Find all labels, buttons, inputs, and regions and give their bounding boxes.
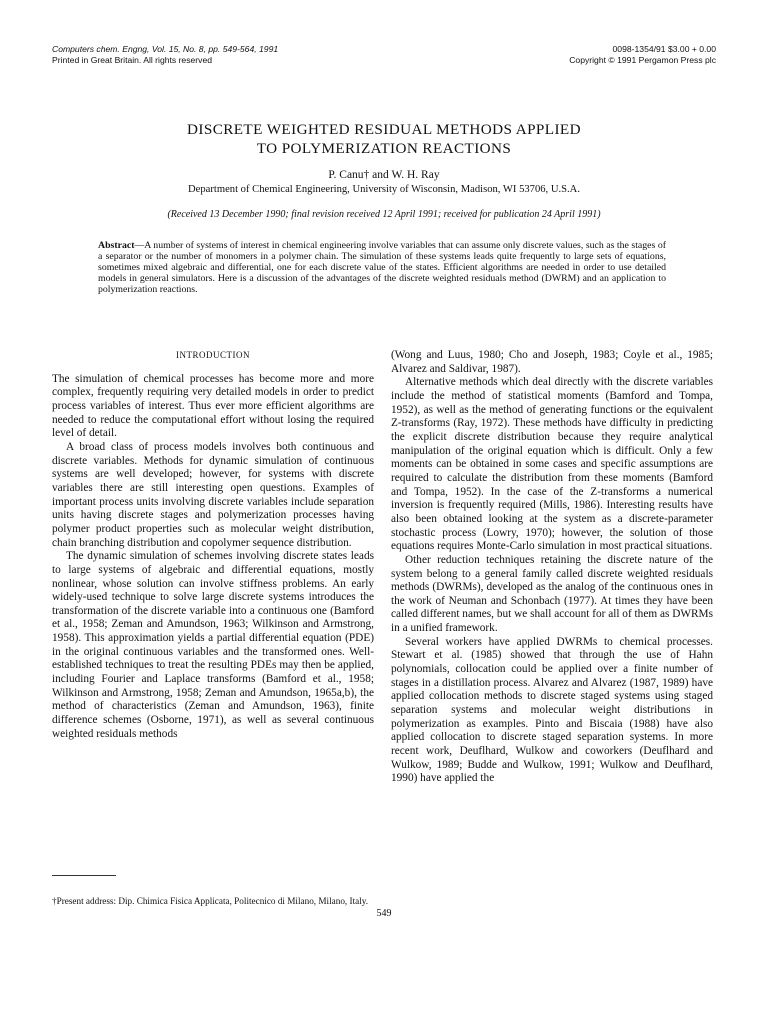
affiliation: Department of Chemical Engineering, University of Wisconsin, Madison, WI 53706, U.S.A. bbox=[188, 184, 580, 195]
paragraph: Other reduction techniques retaining the discrete nature of the system belong to a general family called discrete weighted residuals methods (DWRMs), developed as the analog of the continuous ones in the work of Neuman and Schonbach (1977). At times they have been called different names, but we shall account for all of them as DWRMs in a unified framework. bbox=[391, 553, 713, 635]
section-heading-introduction: INTRODUCTION bbox=[176, 350, 250, 360]
paragraph: Alternative methods which deal directly with the discrete variables include the method of statistical moments (Bamford and Tompa, 1952), as well as the method of generating functions or the equivalent Z-transforms (Ray, 1972). These methods have difficulty in predicting the explicit discrete distribution because they require analytical manipulation of the original equation which is difficult. Only a few moments can be obtained in some cases and specific assumptions are required to calculate the distribution from these moments (Bamford and Tompa, 1952). In the case of the Z-transforms a numerical inversion is frequently required (Mills, 1986). Interesting results have also been obtained looking at the system as a discrete-parameter stochastic process (Lowry, 1970); however, the solution of those equations requires Monte-Carlo simulation in most practical situations. bbox=[391, 376, 713, 553]
abstract bbox=[98, 240, 666, 295]
footnote-text: †Present address: Dip. Chimica Fisica Applicata, Politecnico di Milano, Milano, Italy. bbox=[52, 896, 369, 906]
abstract-text: —A number of systems of interest in chemical engineering involve variables that can assume only discrete values, such as the stages of a separator or the number of monomers in a polymer chain. The simulation of these systems leads quite frequently to large sets of equations, sometimes mixed algebraic and differential, one for each discrete value of the states. Efficient algorithms are needed in order to use detailed models in general simulators. Here is a discussion of the advantages of the discrete weighted residuals method (DWRM) and an application to polymerization reactions. bbox=[98, 240, 666, 295]
paragraph: Several workers have applied DWRMs to chemical processes. Stewart et al. (1985) showed that through the use of Hahn polynomials, collocation could be applied over a finite number of stages in a distillation process. Alvarez and Alvarez (1987, 1989) have applied collocation methods to discrete staged systems using staged separation systems and molecular weight distributions in polymerization as examples. Pinto and Biscaia (1988) have also applied collocation to discrete staged separation systems. In more recent work, Deuflhard, Wulkow and coworkers (Deuflhard and Wulkow, 1989; Budde and Wulkow, 1991; Wulkow and Deuflhard, 1990) have applied the bbox=[391, 635, 713, 785]
issn-price: 0098-1354/91 $3.00 + 0.00 bbox=[612, 44, 716, 54]
journal-citation bbox=[52, 44, 278, 66]
page-number: 549 bbox=[376, 908, 392, 919]
right-column bbox=[391, 349, 713, 786]
footnote-rule bbox=[52, 875, 116, 876]
abstract-label: Abstract bbox=[98, 240, 135, 251]
paragraph: The simulation of chemical processes has become more and more complex, frequently requiring very detailed models in order to predict process variables of interest. Thus ever more efficient algorithms are needed to reduce the computational effort without losing the required level of detail. bbox=[52, 372, 374, 440]
footnote bbox=[52, 875, 374, 908]
paragraph: The dynamic simulation of schemes involving discrete states leads to large systems of algebraic and differential equations, mostly nonlinear, whose solution can involve stiffness problems. An early widely-used technique to solve large discrete systems introduces the transformation of the discrete variable into a continuous one (Bamford et al., 1958; Zeman and Amundson, 1963; Wilkinson and Armstrong, 1958). This approximation yields a partial differential equation (PDE) in the original continuous variables and the transformed ones. Well-established techniques to treat the resulting PDEs may then be applied, including Fourier and Laplace transforms (Bamford et al., 1958; Wilkinson and Armstrong, 1958; Zeman and Amundson, 1965a,b), the method of characteristics (Zeman and Amundson, 1963), finite difference schemes (Osborne, 1971), as well as several continuous weighted residuals methods bbox=[52, 550, 374, 740]
paragraph: A broad class of process models involves both continuous and discrete variables. Methods for dynamic simulation of continuous systems are well developed; however, for systems with discrete variables there are still interesting open questions. Examples of important process units involving discrete variables include separation units having discrete stages and polymerization processes having polymer product properties such as molecular weight distribution, chain branching distribution and copolymer sequence distribution. bbox=[52, 440, 374, 549]
paragraph: (Wong and Luus, 1980; Cho and Joseph, 1983; Coyle et al., 1985; Alvarez and Saldivar, 1987). bbox=[391, 349, 713, 375]
authors: P. Canu† and W. H. Ray bbox=[328, 169, 440, 181]
title-line-2: TO POLYMERIZATION REACTIONS bbox=[256, 140, 512, 157]
copyright-block bbox=[569, 44, 716, 66]
paper-title bbox=[0, 120, 768, 158]
left-column bbox=[52, 349, 374, 741]
received-dates: (Received 13 December 1990; final revision received 12 April 1991; received for publication 24 April 1991) bbox=[167, 209, 601, 220]
copyright-line: Copyright © 1991 Pergamon Press plc bbox=[569, 55, 716, 65]
title-line-1: DISCRETE WEIGHTED RESIDUAL METHODS APPLIED bbox=[187, 121, 581, 138]
citation-line-1: Computers chem. Engng, Vol. 15, No. 8, pp. 549-564, 1991 bbox=[52, 44, 279, 54]
citation-line-2: Printed in Great Britain. All rights reserved bbox=[52, 55, 213, 65]
